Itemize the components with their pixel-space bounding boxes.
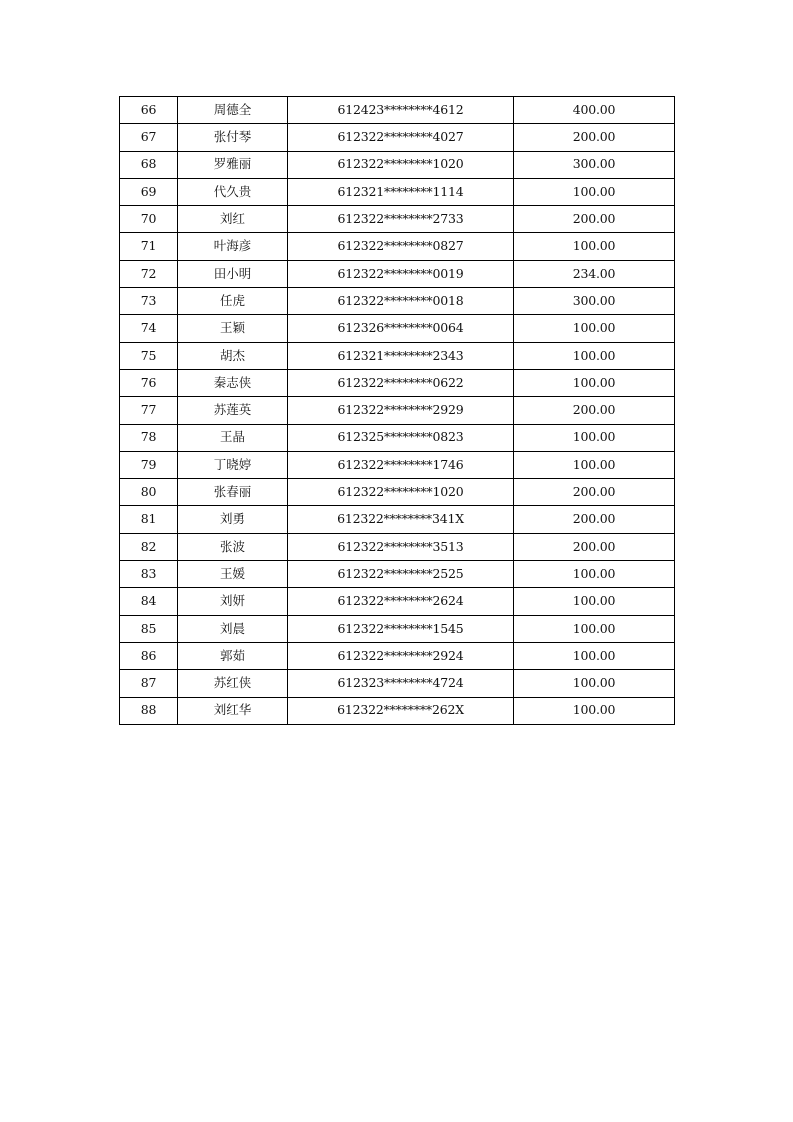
table-row [120,670,675,697]
id-number: 612322********2929 [288,397,514,424]
id-number: 612322********2924 [288,642,514,669]
amount: 234.00 [514,260,675,287]
row-number: 84 [120,588,178,615]
id-number: 612322********4027 [288,124,514,151]
id-number: 612326********0064 [288,315,514,342]
table-row [120,206,675,233]
row-number: 70 [120,206,178,233]
row-number: 74 [120,315,178,342]
row-number: 77 [120,397,178,424]
id-number: 612325********0823 [288,424,514,451]
person-name: 王颖 [178,315,288,342]
amount: 100.00 [514,697,675,724]
table-row [120,369,675,396]
id-number: 612322********2525 [288,561,514,588]
amount: 100.00 [514,178,675,205]
person-name: 王媛 [178,561,288,588]
amount: 100.00 [514,451,675,478]
id-number: 612322********1020 [288,151,514,178]
table-row [120,588,675,615]
table-row [120,315,675,342]
id-number: 612322********2624 [288,588,514,615]
person-name: 任虎 [178,288,288,315]
row-number: 79 [120,451,178,478]
id-number: 612322********2733 [288,206,514,233]
person-name: 叶海彦 [178,233,288,260]
row-number: 83 [120,561,178,588]
id-number: 612323********4724 [288,670,514,697]
row-number: 87 [120,670,178,697]
person-name: 刘妍 [178,588,288,615]
table-row [120,424,675,451]
roster-table-body [120,97,675,725]
row-number: 82 [120,533,178,560]
person-name: 张波 [178,533,288,560]
row-number: 67 [120,124,178,151]
row-number: 75 [120,342,178,369]
row-number: 76 [120,369,178,396]
table-row [120,260,675,287]
row-number: 71 [120,233,178,260]
person-name: 郭茹 [178,642,288,669]
amount: 200.00 [514,479,675,506]
person-name: 张付琴 [178,124,288,151]
table-row [120,615,675,642]
amount: 200.00 [514,533,675,560]
row-number: 81 [120,506,178,533]
person-name: 苏红侠 [178,670,288,697]
amount: 200.00 [514,206,675,233]
person-name: 罗雅丽 [178,151,288,178]
table-row [120,642,675,669]
amount: 300.00 [514,288,675,315]
amount: 100.00 [514,424,675,451]
person-name: 丁晓婷 [178,451,288,478]
id-number: 612322********1545 [288,615,514,642]
id-number: 612322********1020 [288,479,514,506]
amount: 100.00 [514,342,675,369]
amount: 100.00 [514,588,675,615]
amount: 400.00 [514,97,675,124]
person-name: 刘红 [178,206,288,233]
id-number: 612321********1114 [288,178,514,205]
roster-table [119,96,675,725]
row-number: 78 [120,424,178,451]
table-row [120,533,675,560]
row-number: 68 [120,151,178,178]
row-number: 80 [120,479,178,506]
table-row [120,124,675,151]
table-row [120,178,675,205]
id-number: 612322********0019 [288,260,514,287]
row-number: 85 [120,615,178,642]
table-row [120,479,675,506]
person-name: 代久贵 [178,178,288,205]
table-row [120,506,675,533]
amount: 100.00 [514,561,675,588]
id-number: 612322********341X [288,506,514,533]
id-number: 612322********3513 [288,533,514,560]
person-name: 王晶 [178,424,288,451]
amount: 100.00 [514,615,675,642]
amount: 100.00 [514,233,675,260]
table-row [120,451,675,478]
amount: 200.00 [514,124,675,151]
amount: 100.00 [514,369,675,396]
id-number: 612322********0018 [288,288,514,315]
person-name: 秦志侠 [178,369,288,396]
amount: 100.00 [514,315,675,342]
row-number: 73 [120,288,178,315]
table-row [120,97,675,124]
table-row [120,288,675,315]
row-number: 86 [120,642,178,669]
row-number: 69 [120,178,178,205]
amount: 100.00 [514,642,675,669]
table-row [120,342,675,369]
row-number: 88 [120,697,178,724]
person-name: 刘晨 [178,615,288,642]
id-number: 612423********4612 [288,97,514,124]
row-number: 72 [120,260,178,287]
table-row [120,233,675,260]
person-name: 周德全 [178,97,288,124]
table-row [120,151,675,178]
id-number: 612322********262X [288,697,514,724]
person-name: 张春丽 [178,479,288,506]
person-name: 胡杰 [178,342,288,369]
amount: 200.00 [514,506,675,533]
amount: 200.00 [514,397,675,424]
id-number: 612321********2343 [288,342,514,369]
amount: 100.00 [514,670,675,697]
id-number: 612322********1746 [288,451,514,478]
table-row [120,561,675,588]
person-name: 田小明 [178,260,288,287]
table-row [120,397,675,424]
person-name: 苏莲英 [178,397,288,424]
id-number: 612322********0827 [288,233,514,260]
table-row [120,697,675,724]
person-name: 刘红华 [178,697,288,724]
id-number: 612322********0622 [288,369,514,396]
row-number: 66 [120,97,178,124]
amount: 300.00 [514,151,675,178]
person-name: 刘勇 [178,506,288,533]
